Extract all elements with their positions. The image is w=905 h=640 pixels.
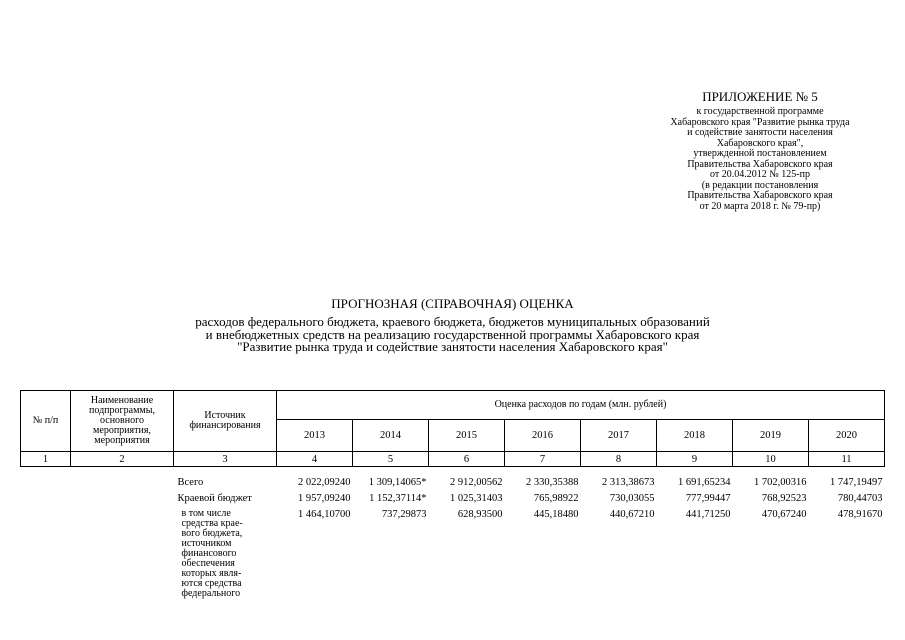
col-header-number: № п/п <box>21 391 71 452</box>
appendix-line: Правительства Хабаровского края <box>687 158 833 170</box>
expense-table <box>20 390 885 599</box>
value-cell: 2 330,35388 <box>526 477 579 488</box>
appendix-line: от 20.04.2012 № 125-пр <box>710 169 810 180</box>
value-cell: 1 702,00316 <box>754 477 807 488</box>
document-title: ПРОГНОЗНАЯ (СПРАВОЧНАЯ) ОЦЕНКА <box>331 296 574 311</box>
year-header: 2020 <box>809 420 885 452</box>
appendix-line: (в редакции постановления <box>701 179 819 191</box>
appendix-line: и содействие занятости населения <box>687 127 833 138</box>
source-line: средства крае- <box>181 518 243 529</box>
column-number: 6 <box>429 452 505 467</box>
year-header: 2018 <box>657 420 733 452</box>
appendix-heading: ПРИЛОЖЕНИЕ № 5 <box>702 89 818 104</box>
value-cell: 1 957,09240 <box>298 493 351 504</box>
column-number: 11 <box>809 452 885 467</box>
appendix-block <box>610 90 905 212</box>
column-number: 9 <box>657 452 733 467</box>
col-header-source: Источник финансирования <box>174 391 277 452</box>
source-line: ются средства <box>181 578 242 589</box>
value-cell: 768,92523 <box>761 493 807 504</box>
value-cell: 777,99447 <box>685 493 731 504</box>
source-line: федерального <box>181 588 241 599</box>
value-cell: 2 912,00562 <box>450 477 503 488</box>
year-header: 2017 <box>581 420 657 452</box>
subtitle-line: "Развитие рынка труда и содействие занятости населения Хабаровского края" <box>237 339 668 354</box>
column-number: 4 <box>277 452 353 467</box>
value-cell: 440,67210 <box>609 509 655 520</box>
value-cell: 780,44703 <box>837 493 883 504</box>
source-line: источником <box>181 538 232 549</box>
value-cell: 1 309,14065* <box>368 477 427 488</box>
column-number: 10 <box>733 452 809 467</box>
appendix-line: Хабаровского края", <box>716 137 804 149</box>
table-row <box>21 477 885 493</box>
subtitle-line: и внебюджетных средств на реализацию государственной программы Хабаровского края <box>205 326 700 342</box>
source-line: вого бюджета, <box>181 528 243 539</box>
value-cell: 1 152,37114* <box>369 493 427 504</box>
value-cell: 1 691,65234 <box>678 477 731 488</box>
appendix-line: Хабаровского края "Развитие рынка труда <box>670 116 850 128</box>
document-subtitle <box>0 316 905 354</box>
value-cell: 2 022,09240 <box>298 477 351 488</box>
appendix-line: Правительства Хабаровского края <box>687 190 833 201</box>
table-row <box>21 509 885 599</box>
source-line: обеспечения <box>181 558 235 569</box>
value-cell: 1 464,10700 <box>298 509 351 520</box>
value-cell: 1 747,19497 <box>830 477 883 488</box>
year-header: 2013 <box>277 420 353 452</box>
col-header-estimate: Оценка расходов по годам (млн. рублей) <box>277 391 885 420</box>
source-cell: Краевой бюджет <box>177 493 252 504</box>
column-number: 3 <box>174 452 277 467</box>
appendix-line: от 20 марта 2018 г. № 79-пр) <box>699 200 821 212</box>
year-header: 2015 <box>429 420 505 452</box>
value-cell: 445,18480 <box>533 509 579 520</box>
source-line: в том числе <box>181 508 231 519</box>
value-cell: 441,71250 <box>685 509 731 520</box>
col-header-name: Наименование подпрограммы, основного мероприятия, мероприятия <box>71 391 174 452</box>
column-number: 1 <box>21 452 71 467</box>
value-cell: 628,93500 <box>457 509 503 520</box>
source-cell: Всего <box>177 477 204 488</box>
appendix-line: к государственной программе <box>696 106 824 117</box>
value-cell: 730,03055 <box>609 493 655 504</box>
source-cell <box>174 509 277 599</box>
value-cell: 1 025,31403 <box>450 493 503 504</box>
year-header: 2014 <box>353 420 429 452</box>
year-header: 2016 <box>505 420 581 452</box>
value-cell: 470,67240 <box>761 509 807 520</box>
value-cell: 2 313,38673 <box>602 477 655 488</box>
source-line: финансового <box>181 548 237 559</box>
column-number: 8 <box>581 452 657 467</box>
year-header: 2019 <box>733 420 809 452</box>
table-row <box>21 493 885 509</box>
subtitle-line: расходов федерального бюджета, краевого бюджета, бюджетов муниципальных образований <box>195 314 710 329</box>
value-cell: 737,29873 <box>381 509 427 520</box>
appendix-line: утвержденной постановлением <box>693 148 827 159</box>
value-cell: 478,91670 <box>837 509 883 520</box>
value-cell: 765,98922 <box>533 493 579 504</box>
column-number: 2 <box>71 452 174 467</box>
source-line: которых явля- <box>181 568 242 579</box>
column-number: 7 <box>505 452 581 467</box>
column-number: 5 <box>353 452 429 467</box>
